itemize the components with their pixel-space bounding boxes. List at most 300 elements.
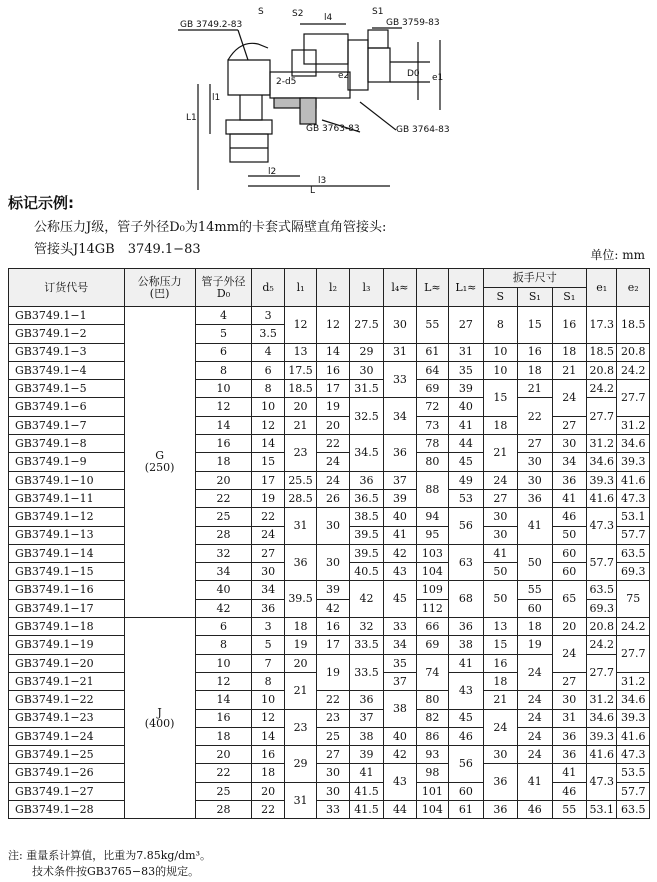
d0-cell: 28 — [195, 801, 252, 819]
svg-text:e2: e2 — [338, 71, 350, 81]
S-cell: 50 — [483, 563, 517, 581]
L-cell: 104 — [416, 563, 448, 581]
l2-cell: 20 — [317, 416, 349, 434]
l2-cell: 17 — [317, 636, 349, 654]
e2-cell: 57.7 — [617, 526, 650, 544]
d0-cell: 34 — [195, 563, 252, 581]
header-L1: L₁≈ — [449, 269, 483, 307]
code-cell: GB3749.1−21 — [9, 672, 125, 690]
l4-cell: 45 — [384, 581, 416, 618]
l2-cell: 14 — [317, 343, 349, 361]
l2-cell: 23 — [317, 709, 349, 727]
S1-cell: 24 — [518, 746, 552, 764]
L1-cell: 31 — [449, 343, 483, 361]
l1-cell: 23 — [284, 709, 316, 746]
l1-cell: 18.5 — [284, 380, 316, 398]
d0-cell: 25 — [195, 782, 252, 800]
S-cell: 21 — [483, 691, 517, 709]
S2-cell: 30 — [552, 691, 586, 709]
l1-cell: 19 — [284, 636, 316, 654]
S-cell: 36 — [483, 764, 517, 801]
L-cell: 74 — [416, 654, 448, 691]
L1-cell: 68 — [449, 581, 483, 618]
header-e1: e₁ — [587, 269, 617, 307]
l1-cell: 25.5 — [284, 471, 316, 489]
table-row — [9, 764, 650, 782]
d5-cell: 5 — [252, 636, 284, 654]
l4-cell: 31 — [384, 343, 416, 361]
l2-cell: 30 — [317, 782, 349, 800]
unit-label: 单位: mm — [590, 248, 645, 262]
d5-cell: 19 — [252, 489, 284, 507]
l3-cell: 41 — [349, 764, 383, 782]
L1-cell: 53 — [449, 489, 483, 507]
l1-cell: 29 — [284, 746, 316, 783]
S1-cell: 50 — [518, 544, 552, 581]
l1-cell: 17.5 — [284, 361, 316, 379]
S-cell: 30 — [483, 508, 517, 526]
l2-cell: 22 — [317, 691, 349, 709]
L-cell: 66 — [416, 618, 448, 636]
S2-cell: 31 — [552, 709, 586, 727]
S2-cell: 30 — [552, 435, 586, 453]
S1-cell: 60 — [518, 599, 552, 617]
L1-cell: 61 — [449, 801, 483, 819]
l4-cell: 43 — [384, 563, 416, 581]
code-cell: GB3749.1−19 — [9, 636, 125, 654]
S1-cell: 15 — [518, 307, 552, 344]
e1-cell: 63.5 — [587, 581, 617, 599]
code-cell: GB3749.1−4 — [9, 361, 125, 379]
S-cell: 41 — [483, 544, 517, 562]
note-line-1: 注: 重量系计算值，比重为7.85kg/dm³。 — [8, 849, 211, 862]
L-cell: 69 — [416, 636, 448, 654]
d5-cell: 8 — [252, 672, 284, 690]
L-cell: 72 — [416, 398, 448, 416]
code-cell: GB3749.1−22 — [9, 691, 125, 709]
header-l4: l₄≈ — [384, 269, 416, 307]
d0-cell: 12 — [195, 672, 252, 690]
svg-text:D0: D0 — [407, 69, 420, 79]
table-row — [9, 636, 650, 654]
S1-cell: 41 — [518, 508, 552, 545]
d0-cell: 20 — [195, 471, 252, 489]
e2-cell: 27.7 — [617, 636, 650, 673]
l3-cell: 39.5 — [349, 544, 383, 562]
e2-cell: 34.6 — [617, 435, 650, 453]
l4-cell: 36 — [384, 435, 416, 472]
d0-cell: 16 — [195, 435, 252, 453]
header-wrench: 扳手尺寸 — [483, 269, 586, 288]
l1-cell: 12 — [284, 307, 316, 344]
code-cell: GB3749.1−7 — [9, 416, 125, 434]
S2-cell: 24 — [552, 636, 586, 673]
S1-cell: 27 — [518, 435, 552, 453]
e1-cell: 24.2 — [587, 380, 617, 398]
l4-cell: 40 — [384, 727, 416, 745]
S2-cell: 36 — [552, 471, 586, 489]
S1-cell: 18 — [518, 361, 552, 379]
l2-cell: 24 — [317, 453, 349, 471]
S2-cell: 65 — [552, 581, 586, 618]
d0-cell: 18 — [195, 727, 252, 745]
e2-cell: 63.5 — [617, 801, 650, 819]
header-code: 订货代号 — [9, 269, 125, 307]
example-heading: 标记示例: — [8, 194, 74, 212]
S1-cell: 18 — [518, 618, 552, 636]
d5-cell: 12 — [252, 709, 284, 727]
l4-cell: 43 — [384, 764, 416, 801]
example-line-1: 公称压力J级，管子外径D₀为14mm的卡套式隔壁直角管接头: — [34, 220, 387, 235]
svg-text:2-d5: 2-d5 — [276, 77, 297, 87]
code-cell: GB3749.1−16 — [9, 581, 125, 599]
svg-text:S2: S2 — [292, 9, 304, 19]
l4-cell: 35 — [384, 654, 416, 672]
l3-cell: 33.5 — [349, 636, 383, 654]
svg-text:e1: e1 — [432, 73, 444, 83]
e1-cell: 27.7 — [587, 398, 617, 435]
L-cell: 82 — [416, 709, 448, 727]
table-row — [9, 544, 650, 562]
e1-cell: 18.5 — [587, 343, 617, 361]
l3-cell: 38.5 — [349, 508, 383, 526]
e2-cell: 53.5 — [617, 764, 650, 782]
d0-cell: 4 — [195, 307, 252, 325]
l1-cell: 31 — [284, 782, 316, 819]
L1-cell: 45 — [449, 709, 483, 727]
d5-cell: 36 — [252, 599, 284, 617]
l3-cell: 41.5 — [349, 801, 383, 819]
l1-cell: 13 — [284, 343, 316, 361]
l4-cell: 37 — [384, 672, 416, 690]
example-line-2: 管接头J14GB 3749.1−83 — [34, 242, 201, 257]
svg-text:l2: l2 — [268, 167, 277, 177]
header-S1: S₁ — [518, 288, 552, 307]
d0-cell: 10 — [195, 380, 252, 398]
code-cell: GB3749.1−23 — [9, 709, 125, 727]
S-cell: 50 — [483, 581, 517, 618]
S-cell: 13 — [483, 618, 517, 636]
S2-cell: 50 — [552, 526, 586, 544]
code-cell: GB3749.1−2 — [9, 325, 125, 343]
S1-cell: 19 — [518, 636, 552, 654]
L1-cell: 36 — [449, 618, 483, 636]
table-row — [9, 801, 650, 819]
l2-cell: 12 — [317, 307, 349, 344]
S-cell: 36 — [483, 801, 517, 819]
d5-cell: 7 — [252, 654, 284, 672]
e1-cell: 47.3 — [587, 764, 617, 801]
table-row — [9, 782, 650, 800]
l4-cell: 40 — [384, 508, 416, 526]
l3-cell: 30 — [349, 361, 383, 379]
L1-cell: 41 — [449, 654, 483, 672]
l1-cell: 23 — [284, 435, 316, 472]
svg-text:L1: L1 — [186, 113, 197, 123]
S1-cell: 30 — [518, 471, 552, 489]
S2-cell: 46 — [552, 782, 586, 800]
svg-text:L: L — [310, 186, 316, 195]
code-cell: GB3749.1−27 — [9, 782, 125, 800]
L1-cell: 56 — [449, 746, 483, 783]
code-cell: GB3749.1−18 — [9, 618, 125, 636]
e1-cell: 41.6 — [587, 489, 617, 507]
S2-cell: 60 — [552, 544, 586, 562]
d0-cell: 12 — [195, 398, 252, 416]
l4-cell: 38 — [384, 691, 416, 728]
table-row — [9, 691, 650, 709]
code-cell: GB3749.1−6 — [9, 398, 125, 416]
L1-cell: 40 — [449, 398, 483, 416]
d0-cell: 14 — [195, 691, 252, 709]
d5-cell: 27 — [252, 544, 284, 562]
pressure-cell: G (250) — [124, 307, 195, 618]
e2-cell: 34.6 — [617, 691, 650, 709]
e2-cell: 47.3 — [617, 746, 650, 764]
d5-cell: 18 — [252, 764, 284, 782]
d5-cell: 14 — [252, 727, 284, 745]
code-cell: GB3749.1−1 — [9, 307, 125, 325]
S2-cell: 16 — [552, 307, 586, 344]
code-cell: GB3749.1−11 — [9, 489, 125, 507]
e1-cell: 57.7 — [587, 544, 617, 581]
l4-cell: 33 — [384, 361, 416, 398]
S2-cell: 18 — [552, 343, 586, 361]
table-row — [9, 727, 650, 745]
e1-cell: 31.2 — [587, 691, 617, 709]
l1-cell: 21 — [284, 416, 316, 434]
L-cell: 98 — [416, 764, 448, 782]
l3-cell: 42 — [349, 581, 383, 618]
svg-text:l1: l1 — [212, 93, 221, 103]
e1-cell: 39.3 — [587, 471, 617, 489]
d0-cell: 25 — [195, 508, 252, 526]
e1-cell: 17.3 — [587, 307, 617, 344]
d5-cell: 14 — [252, 435, 284, 453]
S-cell: 16 — [483, 654, 517, 672]
S2-cell: 34 — [552, 453, 586, 471]
L-cell: 103 — [416, 544, 448, 562]
code-cell: GB3749.1−26 — [9, 764, 125, 782]
d0-cell: 40 — [195, 581, 252, 599]
d0-cell: 14 — [195, 416, 252, 434]
S-cell: 8 — [483, 307, 517, 344]
code-cell: GB3749.1−13 — [9, 526, 125, 544]
d0-cell: 32 — [195, 544, 252, 562]
svg-text:GB 3749.2-83: GB 3749.2-83 — [180, 20, 243, 30]
d0-cell: 28 — [195, 526, 252, 544]
table-row — [9, 471, 650, 489]
l3-cell: 36 — [349, 471, 383, 489]
S1-cell: 24 — [518, 691, 552, 709]
table-row — [9, 709, 650, 727]
e2-cell: 57.7 — [617, 782, 650, 800]
svg-text:GB 3763-83: GB 3763-83 — [306, 124, 360, 134]
d0-cell: 10 — [195, 654, 252, 672]
e2-cell: 39.3 — [617, 453, 650, 471]
pressure-cell: J (400) — [124, 618, 195, 819]
header-S: S — [483, 288, 517, 307]
table-row — [9, 746, 650, 764]
l2-cell: 16 — [317, 618, 349, 636]
e2-cell: 63.5 — [617, 544, 650, 562]
L-cell: 104 — [416, 801, 448, 819]
S1-cell: 24 — [518, 709, 552, 727]
code-cell: GB3749.1−14 — [9, 544, 125, 562]
d5-cell: 4 — [252, 343, 284, 361]
header-l3: l₃ — [349, 269, 383, 307]
S2-cell: 36 — [552, 746, 586, 764]
S1-cell: 24 — [518, 727, 552, 745]
e1-cell: 24.2 — [587, 636, 617, 654]
l1-cell: 31 — [284, 508, 316, 545]
e2-cell: 31.2 — [617, 672, 650, 690]
l3-cell: 36 — [349, 691, 383, 709]
svg-text:GB 3759-83: GB 3759-83 — [386, 18, 440, 28]
l4-cell: 44 — [384, 801, 416, 819]
code-cell: GB3749.1−15 — [9, 563, 125, 581]
d5-cell: 20 — [252, 782, 284, 800]
e1-cell: 20.8 — [587, 361, 617, 379]
e1-cell: 39.3 — [587, 727, 617, 745]
l3-cell: 34.5 — [349, 435, 383, 472]
l4-cell: 42 — [384, 746, 416, 764]
e2-cell: 24.2 — [617, 361, 650, 379]
e2-cell: 53.1 — [617, 508, 650, 526]
table-row — [9, 581, 650, 599]
L1-cell: 60 — [449, 782, 483, 800]
header-S2: S₁ — [552, 288, 586, 307]
table-row — [9, 380, 650, 398]
table-row — [9, 618, 650, 636]
svg-text:S: S — [258, 7, 264, 17]
d5-cell: 3 — [252, 618, 284, 636]
L1-cell: 49 — [449, 471, 483, 489]
L1-cell: 46 — [449, 727, 483, 745]
L-cell: 94 — [416, 508, 448, 526]
l3-cell: 39.5 — [349, 526, 383, 544]
l2-cell: 19 — [317, 654, 349, 691]
l2-cell: 30 — [317, 544, 349, 581]
S2-cell: 27 — [552, 672, 586, 690]
code-cell: GB3749.1−25 — [9, 746, 125, 764]
S2-cell: 41 — [552, 764, 586, 782]
table-row — [9, 361, 650, 379]
d0-cell: 8 — [195, 361, 252, 379]
S2-cell: 24 — [552, 380, 586, 417]
l2-cell: 24 — [317, 471, 349, 489]
L-cell: 93 — [416, 746, 448, 764]
S-cell: 18 — [483, 416, 517, 434]
S2-cell: 20 — [552, 618, 586, 636]
S1-cell: 21 — [518, 380, 552, 398]
spec-table — [8, 268, 650, 819]
L-cell: 109 — [416, 581, 448, 599]
l3-cell: 36.5 — [349, 489, 383, 507]
e1-cell: 53.1 — [587, 801, 617, 819]
S-cell: 15 — [483, 380, 517, 417]
l2-cell: 27 — [317, 746, 349, 764]
L1-cell: 38 — [449, 636, 483, 654]
header-d5: d₅ — [252, 269, 284, 307]
S-cell: 18 — [483, 672, 517, 690]
l3-cell: 33.5 — [349, 654, 383, 691]
S2-cell: 41 — [552, 489, 586, 507]
S1-cell: 24 — [518, 654, 552, 691]
L1-cell: 35 — [449, 361, 483, 379]
l4-cell: 34 — [384, 636, 416, 654]
d0-cell: 22 — [195, 489, 252, 507]
S1-cell: 41 — [518, 764, 552, 801]
code-cell: GB3749.1−24 — [9, 727, 125, 745]
S2-cell: 36 — [552, 727, 586, 745]
e1-cell: 69.3 — [587, 599, 617, 617]
d5-cell: 8 — [252, 380, 284, 398]
d0-cell: 42 — [195, 599, 252, 617]
e2-cell: 69.3 — [617, 563, 650, 581]
l1-cell: 21 — [284, 672, 316, 709]
note-line-2: 技术条件按GB3765−83的规定。 — [32, 865, 200, 878]
l1-cell: 39.5 — [284, 581, 316, 618]
L-cell: 55 — [416, 307, 448, 344]
l3-cell: 40.5 — [349, 563, 383, 581]
code-cell: GB3749.1−17 — [9, 599, 125, 617]
l1-cell: 36 — [284, 544, 316, 581]
d5-cell: 22 — [252, 801, 284, 819]
code-cell: GB3749.1−28 — [9, 801, 125, 819]
d5-cell: 3 — [252, 307, 284, 325]
e1-cell: 41.6 — [587, 746, 617, 764]
d0-cell: 6 — [195, 343, 252, 361]
d5-cell: 22 — [252, 508, 284, 526]
l2-cell: 42 — [317, 599, 349, 617]
S2-cell: 60 — [552, 563, 586, 581]
L1-cell: 27 — [449, 307, 483, 344]
S2-cell: 55 — [552, 801, 586, 819]
e2-cell: 24.2 — [617, 618, 650, 636]
l3-cell: 37 — [349, 709, 383, 727]
code-cell: GB3749.1−10 — [9, 471, 125, 489]
table-row — [9, 307, 650, 325]
d5-cell: 17 — [252, 471, 284, 489]
l4-cell: 42 — [384, 544, 416, 562]
code-cell: GB3749.1−5 — [9, 380, 125, 398]
header-L: L≈ — [416, 269, 448, 307]
L-cell: 86 — [416, 727, 448, 745]
l3-cell: 32.5 — [349, 398, 383, 435]
S-cell: 24 — [483, 471, 517, 489]
table-row — [9, 508, 650, 526]
svg-text:l3: l3 — [318, 176, 327, 186]
S2-cell: 46 — [552, 508, 586, 526]
e1-cell: 34.6 — [587, 709, 617, 727]
e2-cell: 31.2 — [617, 416, 650, 434]
e1-cell: 31.2 — [587, 435, 617, 453]
l3-cell: 41.5 — [349, 782, 383, 800]
l4-cell: 30 — [384, 307, 416, 344]
S-cell: 10 — [483, 361, 517, 379]
l3-cell: 32 — [349, 618, 383, 636]
e2-cell: 39.3 — [617, 709, 650, 727]
l4-cell: 34 — [384, 398, 416, 435]
d0-cell: 18 — [195, 453, 252, 471]
S2-cell: 21 — [552, 361, 586, 379]
L1-cell: 63 — [449, 544, 483, 581]
S-cell: 15 — [483, 636, 517, 654]
L-cell: 95 — [416, 526, 448, 544]
svg-text:l4: l4 — [324, 13, 333, 23]
L1-cell: 39 — [449, 380, 483, 398]
